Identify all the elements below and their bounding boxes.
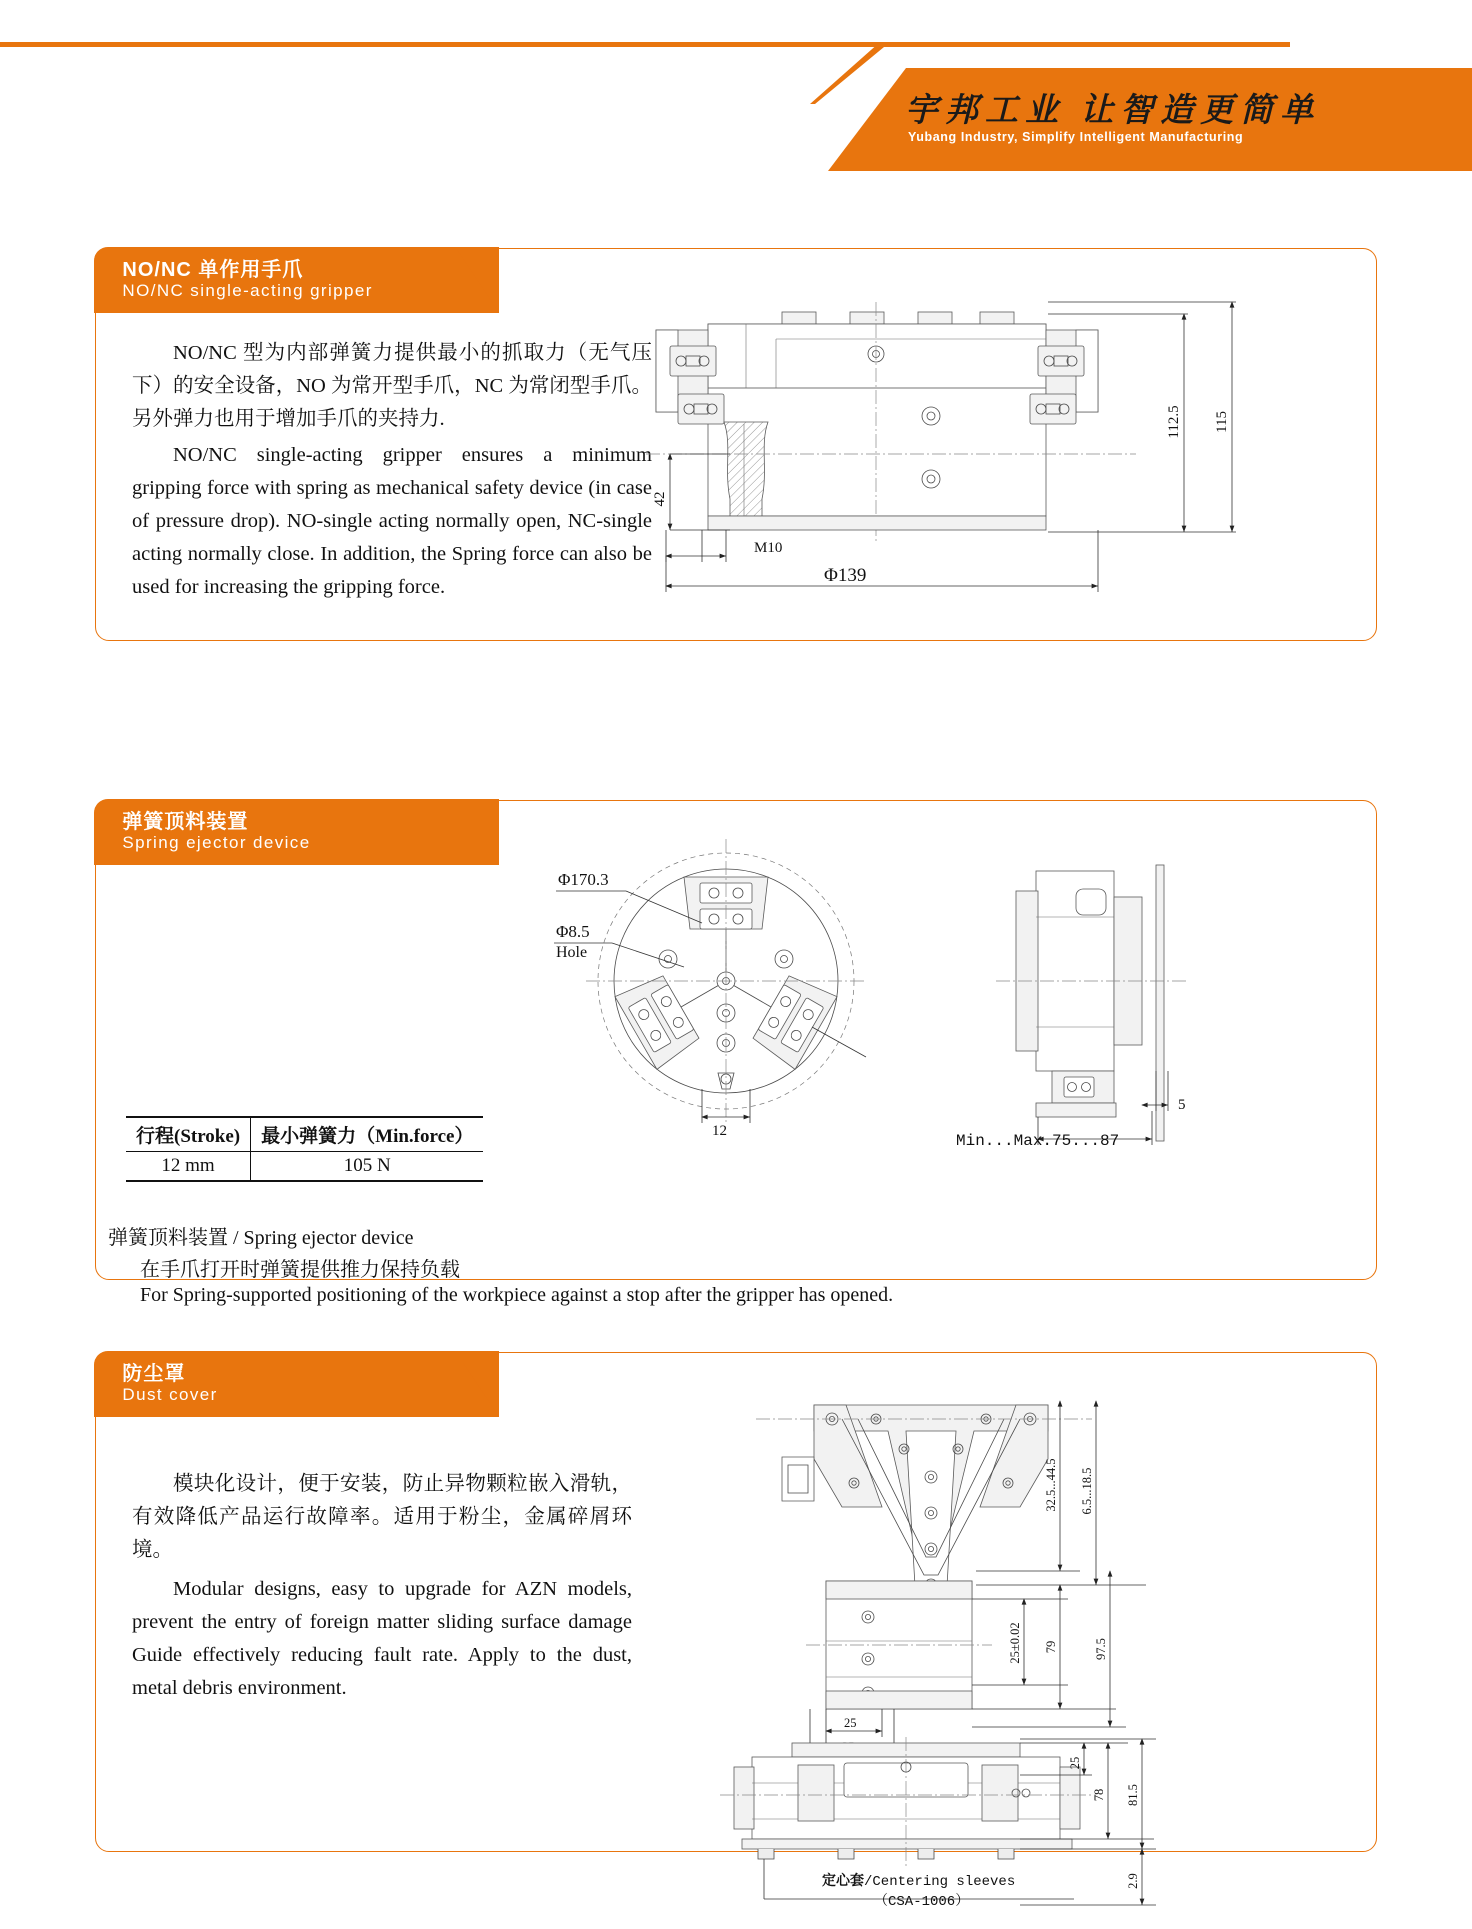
dim-min-max: Min...Max.75...87 [956, 1132, 1120, 1150]
section-header-dust-cover [94, 1351, 499, 1417]
dim-2-9: 2.9 [1126, 1873, 1140, 1889]
section-title-en: Spring ejector device [122, 833, 311, 853]
paragraph-en-no-nc: NO/NC single-acting gripper ensures a minimum gripping force with spring as mechanical safety device (in case of pressure drop). NO-single acting normally open, NC-single acting normally close. In addition, the Spring force can also be used for increasing the gripping force. [132, 444, 652, 598]
dim-97-5: 97.5 [1094, 1638, 1108, 1660]
dim-112-5: 112.5 [1166, 405, 1182, 439]
drawing-spring-ejector [426, 831, 1326, 1166]
dim-25-a: 25 [844, 1716, 857, 1730]
dim-phi139: Φ139 [824, 565, 867, 586]
section-card-dust-cover [95, 1352, 1377, 1910]
section-title-en: NO/NC single-acting gripper [122, 281, 373, 301]
dim-81-5: 81.5 [1126, 1784, 1140, 1806]
dim-25-b: 25 [1068, 1756, 1082, 1770]
section-title-en: Dust cover [122, 1385, 218, 1405]
caption-line-2: 在手爪打开时弹簧提供推力保持负载 [140, 1259, 460, 1281]
label-phi170-3: Φ170.3 [558, 870, 609, 889]
page-header [0, 0, 1472, 175]
note-centering-sleeves: 定心套/Centering sleeves [822, 1874, 1016, 1890]
cell-min-force: 105 N [251, 1152, 484, 1182]
dim-m10: M10 [754, 540, 783, 556]
section-title-cn: 防尘罩 [122, 1363, 186, 1386]
paragraph-cn-dust-cover: 模块化设计，便于安装，防止异物颗粒嵌入滑轨，有效降低产品运行故障率。适用于粉尘，金属碎屑环境。 [132, 1473, 632, 1561]
company-name-en: Yubang Industry, Simplify Intelligent Manufacturing [908, 130, 1244, 144]
paragraph-cn-no-nc: NO/NC 型为内部弹簧力提供最小的抓取力（无气压下）的安全设备，NO 为常开型手爪，NC 为常闭型手爪。另外弹力也用于增加手爪的夹持力. [132, 342, 652, 430]
label-phi8-5: Φ8.5 [556, 922, 590, 941]
header-rule [0, 42, 880, 47]
drawing-no-nc [636, 294, 1376, 629]
dim-78: 78 [1092, 1788, 1106, 1802]
company-name-cn: 宇邦工业 让智造更简单 [905, 93, 1321, 129]
dim-32-5-44-5: 32.5...44.5 [1044, 1458, 1058, 1512]
caption-line-3: For Spring-supported positioning of the workpiece against a stop after the gripper has opened. [140, 1284, 894, 1306]
dim-115: 115 [1214, 411, 1230, 433]
col-stroke: 行程(Stroke) [126, 1117, 251, 1152]
label-hole: Hole [556, 944, 588, 961]
section-card-spring-ejector [95, 800, 1377, 1306]
section-header-no-nc [94, 247, 499, 313]
section-card-no-nc [95, 248, 1377, 641]
dim-6-5-18-5: 6.5...18.5 [1080, 1467, 1094, 1515]
dim-25-tol: 25±0.02 [1008, 1622, 1022, 1664]
dim-79: 79 [1044, 1640, 1058, 1654]
section-title-cn: 弹簧顶料装置 [122, 811, 249, 834]
caption-line-1: 弹簧顶料装置 / Spring ejector device [108, 1227, 414, 1249]
cell-stroke: 12 mm [126, 1152, 251, 1182]
note-part-number: （CSA-1006） [874, 1894, 970, 1910]
col-min-force: 最小弹簧力（Min.force） [251, 1117, 484, 1152]
dim-12: 12 [712, 1123, 727, 1139]
dim-42: 42 [652, 491, 668, 507]
paragraph-en-dust-cover: Modular designs, easy to upgrade for AZN models, prevent the entry of foreign matter sliding surface damage Guide effectively reducing fault rate. Apply to the dust, metal debris environment. [132, 1578, 632, 1699]
dim-5: 5 [1178, 1097, 1186, 1113]
section-title-cn: NO/NC 单作用手爪 [122, 259, 304, 282]
note-cn: 定心套 [822, 1874, 864, 1889]
drawing-dust-cover-bottom [676, 1733, 1376, 1928]
